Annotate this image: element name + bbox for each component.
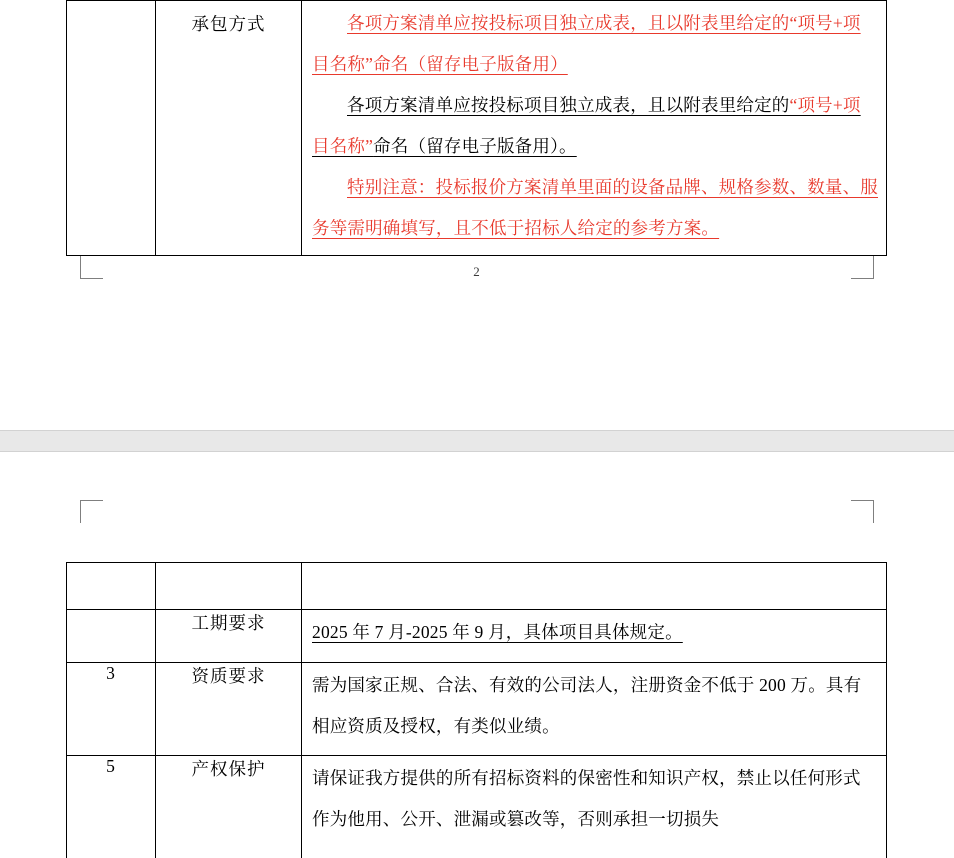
- row-body: [302, 610, 886, 659]
- row-label: 工期要求: [156, 610, 301, 635]
- table-row: [67, 663, 887, 756]
- requirements-table-page2: [66, 562, 887, 858]
- row-label-cell: [156, 663, 302, 756]
- row-number: [67, 1, 155, 7]
- row-label-cell: [156, 1, 302, 256]
- crop-mark-bottom-left: [80, 256, 103, 279]
- document-page-2: [0, 452, 954, 858]
- paragraph-work-period: 2025 年 7 月-2025 年 9 月，具体项目具体规定。: [312, 612, 878, 653]
- table-row: [67, 756, 887, 858]
- crop-mark-bottom-right: [851, 256, 874, 279]
- row-body: [302, 663, 886, 753]
- table-row: [67, 1, 887, 256]
- page-break-separator: [0, 430, 954, 452]
- paragraph-red-3: 特别注意：投标报价方案清单里面的设备品牌、规格参数、数量、服务等需明确填写，且不低于招标人给定的参考方案。: [312, 167, 878, 249]
- row-number: 3: [67, 663, 155, 684]
- row-body: [302, 563, 886, 571]
- row-number: 5: [67, 756, 155, 777]
- row-body: [302, 1, 886, 255]
- row-body-cell: [302, 610, 887, 663]
- table-row: [67, 563, 887, 610]
- crop-mark-top-left: [80, 500, 103, 523]
- page-number: 2: [0, 256, 954, 280]
- crop-mark-top-right: [851, 500, 874, 523]
- table-row: [67, 610, 887, 663]
- paragraph-red-1: 各项方案清单应按投标项目独立成表，且以附表里给定的“项号+项目名称”命名（留存电子版备用）: [312, 3, 878, 85]
- row-body: [302, 756, 886, 846]
- row-label-cell: [156, 756, 302, 858]
- paragraph-black-2: 各项方案清单应按投标项目独立成表，且以附表里给定的“项号+项目名称”命名（留存电子版备用）。: [312, 85, 878, 167]
- row-label-cell: [156, 610, 302, 663]
- row-body-cell: [302, 563, 887, 610]
- paragraph-ip-protection: 请保证我方提供的所有招标资料的保密性和知识产权，禁止以任何形式作为他用、公开、泄漏或篡改等，否则承担一切损失: [312, 758, 878, 840]
- row-number-cell: [67, 610, 156, 663]
- paragraph-qualification: 需为国家正规、合法、有效的公司法人，注册资金不低于 200 万。具有相应资质及授权，有类似业绩。: [312, 665, 878, 747]
- requirements-table-page1: [66, 0, 887, 256]
- page-1-footer: [0, 256, 954, 316]
- row-number-cell: [67, 663, 156, 756]
- row-label-cell: [156, 563, 302, 610]
- row-body-cell: [302, 663, 887, 756]
- row-number-cell: [67, 1, 156, 256]
- inline-red-emphasis: “项号+项目名称”: [312, 95, 861, 156]
- row-label: 产权保护: [156, 756, 301, 781]
- row-number-cell: [67, 563, 156, 610]
- row-label: 资质要求: [156, 663, 301, 688]
- row-label: 承包方式: [156, 1, 301, 41]
- row-body-cell: [302, 756, 887, 858]
- row-body-cell: [302, 1, 887, 256]
- row-number-cell: [67, 756, 156, 858]
